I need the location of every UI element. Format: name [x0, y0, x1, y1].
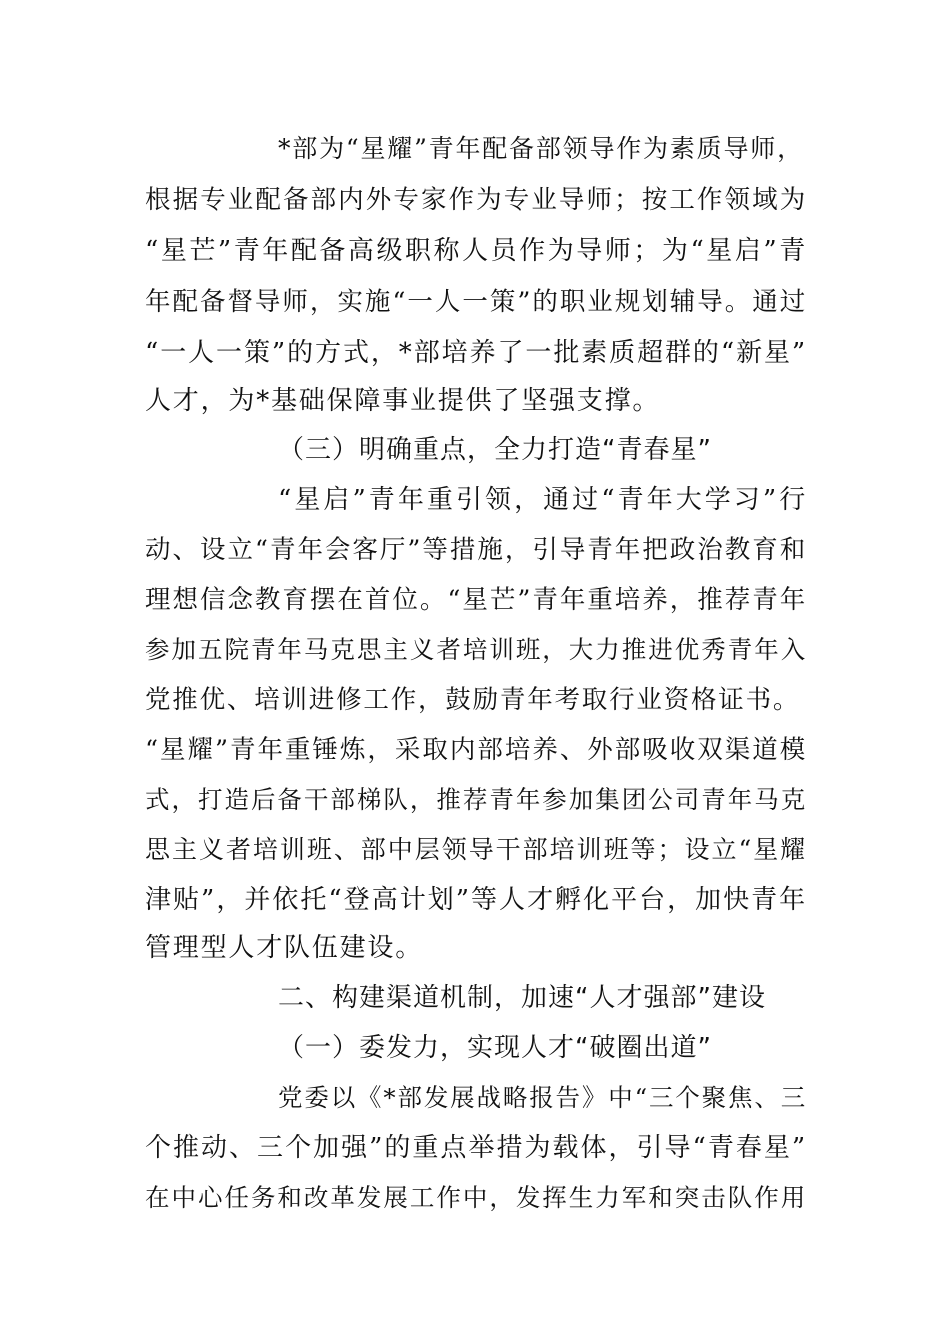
- paragraph-line-3: “星芒”青年配备高级职称人员作为导师；为“星启”青: [145, 236, 807, 266]
- paragraph-line-12: “星耀”青年重锤炼，采取内部培养、外部吸收双渠道模: [145, 735, 807, 765]
- paragraph-line-16: 管理型人才队伍建设。: [145, 933, 424, 963]
- paragraph-line-11: 党推优、培训进修工作，鼓励青年考取行业资格证书。: [145, 685, 801, 715]
- paragraph-line-17: 党委以《*部发展战略报告》中“三个聚焦、三: [278, 1083, 807, 1112]
- paragraph-line-9: 理想信念教育摆在首位。“星芒”青年重培养，推荐青年: [145, 585, 807, 615]
- chapter-heading-2: 二、构建渠道机制，加速“人才强部”建设: [278, 983, 766, 1013]
- paragraph-line-15: 津贴”，并依托“登高计划”等人才孵化平台，加快青年: [145, 885, 807, 915]
- paragraph-line-18: 个推动、三个加强”的重点举措为载体，引导“青春星”: [145, 1133, 807, 1163]
- paragraph-line-19: 在中心任务和改革发展工作中，发挥生力军和突击队作用: [145, 1183, 807, 1212]
- section-heading-3: （三）明确重点，全力打造“青春星”: [278, 435, 712, 465]
- paragraph-line-7: “星启”青年重引领，通过“青年大学习”行: [278, 485, 807, 515]
- paragraph-line-10: 参加五院青年马克思主义者培训班，大力推进优秀青年入: [145, 635, 807, 664]
- section-heading-1: （一）委发力，实现人才“破圈出道”: [278, 1033, 712, 1063]
- paragraph-line-6: 人才，为*基础保障事业提供了坚强支撑。: [145, 386, 661, 416]
- paragraph-line-14: 思主义者培训班、部中层领导干部培训班等；设立“星耀: [145, 835, 807, 864]
- paragraph-line-2: 根据专业配备部内外专家作为专业导师；按工作领域为: [145, 185, 807, 215]
- paragraph-line-4: 年配备督导师，实施“一人一策”的职业规划辅导。通过: [145, 287, 807, 317]
- paragraph-line-8: 动、设立“青年会客厅”等措施，引导青年把政治教育和: [145, 535, 807, 565]
- paragraph-line-13: 式，打造后备干部梯队，推荐青年参加集团公司青年马克: [145, 785, 807, 814]
- paragraph-line-1: *部为“星耀”青年配备部领导作为素质导师，: [278, 134, 804, 163]
- paragraph-line-5: “一人一策”的方式，*部培养了一批素质超群的“新星”: [145, 338, 807, 368]
